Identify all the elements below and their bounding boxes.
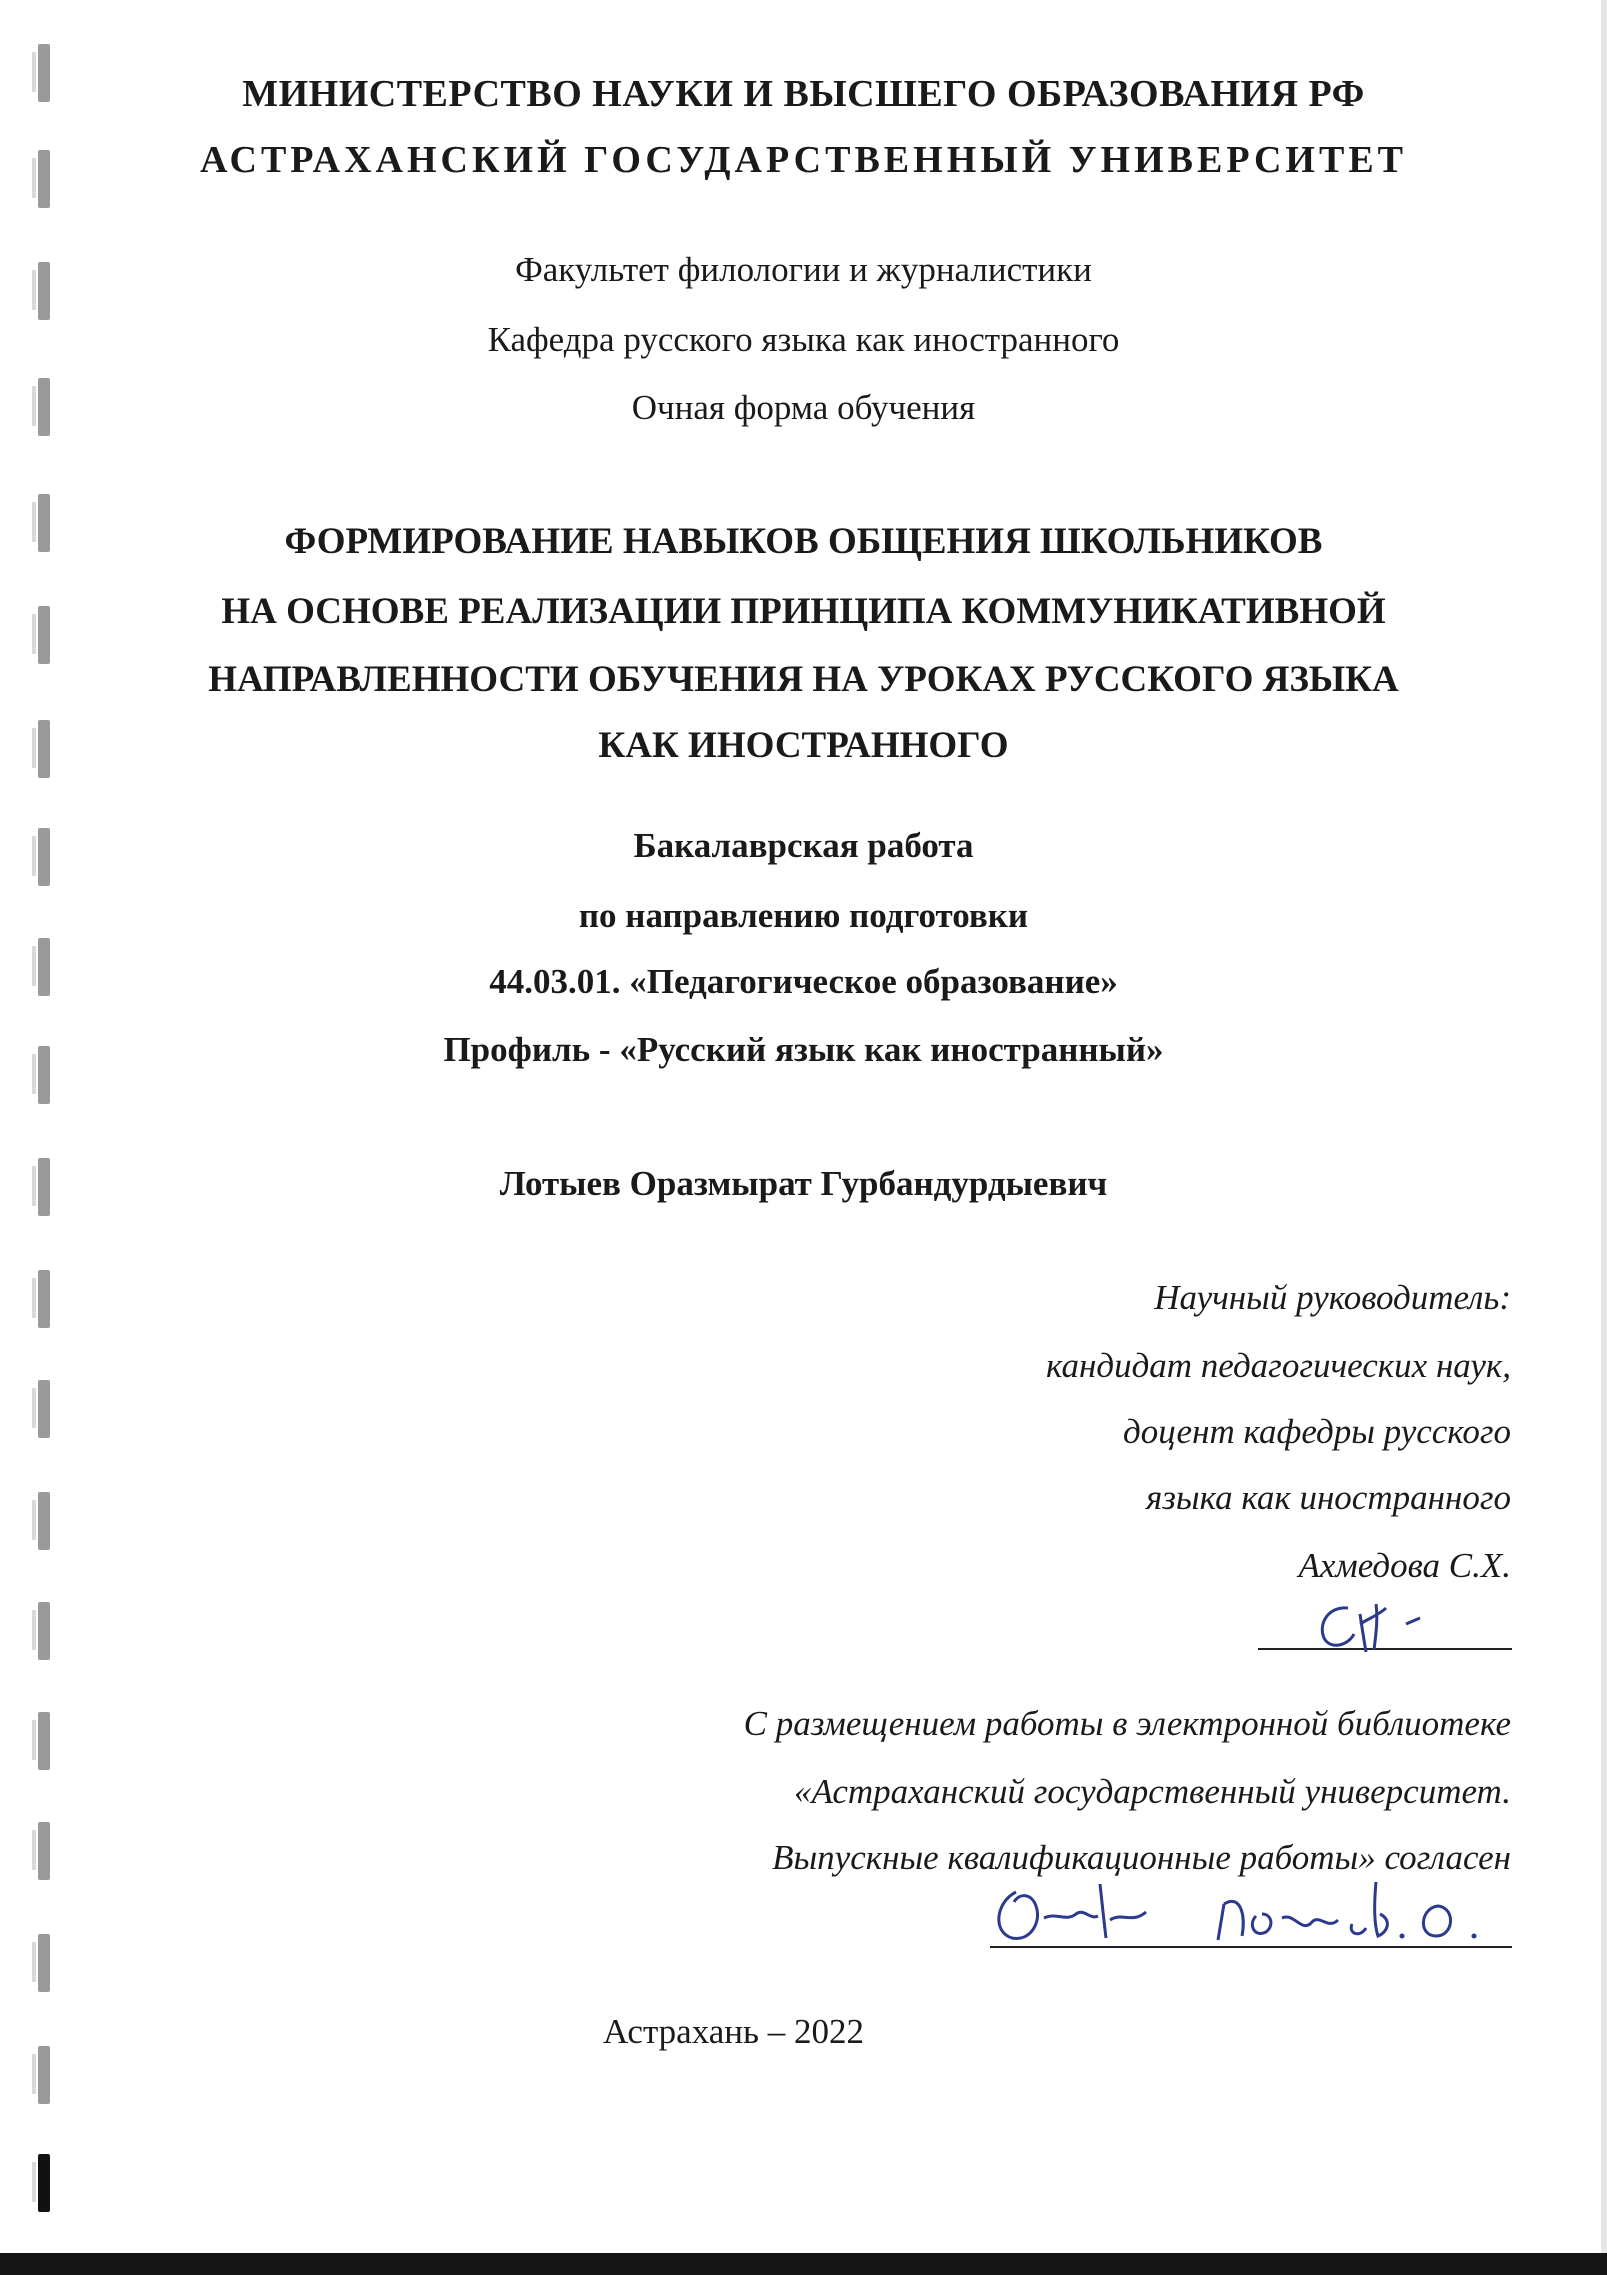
direction-code: 44.03.01. «Педагогическое образование» <box>489 962 1118 1001</box>
binding-hole <box>38 1380 50 1438</box>
university-heading: АСТРАХАНСКИЙ ГОСУДАРСТВЕННЫЙ УНИВЕРСИТЕТ <box>199 139 1408 181</box>
city-year: Астрахань – 2022 <box>603 2012 864 2051</box>
faculty-name: Факультет филологии и журналистики <box>515 250 1092 289</box>
work-type: Бакалаврская работа <box>633 826 974 865</box>
study-form: Очная форма обучения <box>631 388 976 427</box>
supervisor-position-2: языка как иностранного <box>1145 1478 1511 1517</box>
binding-hole <box>38 1934 50 1992</box>
binding-hole <box>38 1270 50 1328</box>
author-signature <box>986 1872 1186 1957</box>
supervisor-label: Научный руководитель: <box>1154 1278 1511 1317</box>
profile: Профиль - «Русский язык как иностранный» <box>443 1030 1164 1069</box>
supervisor-position-1: доцент кафедры русского <box>1122 1412 1511 1451</box>
supervisor-degree: кандидат педагогических наук, <box>1046 1346 1511 1385</box>
ministry-heading: МИНИСТЕРСТВО НАУКИ И ВЫСШЕГО ОБРАЗОВАНИЯ РФ <box>242 73 1365 115</box>
direction-label: по направлению подготовки <box>578 896 1029 935</box>
binding-hole <box>38 1822 50 1880</box>
thesis-title-line-4: КАК ИНОСТРАННОГО <box>598 725 1009 766</box>
supervisor-name: Ахмедова С.Х. <box>1298 1546 1511 1585</box>
chair-name: Кафедра русского языка как иностранного <box>487 320 1120 359</box>
thesis-title-line-3: НАПРАВЛЕННОСТИ ОБУЧЕНИЯ НА УРОКАХ РУССКОГО ЯЗЫКА <box>208 659 1399 700</box>
consent-line-3: Выпускные квалификационные работы» согласен <box>772 1838 1511 1877</box>
binding-hole <box>38 2154 50 2212</box>
author-signature-name <box>1212 1874 1512 1955</box>
thesis-title-line-2: НА ОСНОВЕ РЕАЛИЗАЦИИ ПРИНЦИПА КОММУНИКАТИВНОЙ <box>221 591 1386 632</box>
consent-line-1: С размещением работы в электронной библиотеке <box>743 1704 1511 1743</box>
binding-hole <box>38 2046 50 2104</box>
binding-hole <box>38 1602 50 1660</box>
scan-edge-bottom <box>0 2253 1607 2275</box>
thesis-title-line-1: ФОРМИРОВАНИЕ НАВЫКОВ ОБЩЕНИЯ ШКОЛЬНИКОВ <box>284 521 1323 562</box>
consent-line-2: «Астраханский государственный университет. <box>793 1772 1511 1811</box>
binding-hole <box>38 1492 50 1550</box>
binding-hole <box>38 1712 50 1770</box>
author-name: Лотыев Оразмырат Гурбандурдыевич <box>499 1164 1108 1203</box>
supervisor-signature <box>1310 1594 1440 1669</box>
